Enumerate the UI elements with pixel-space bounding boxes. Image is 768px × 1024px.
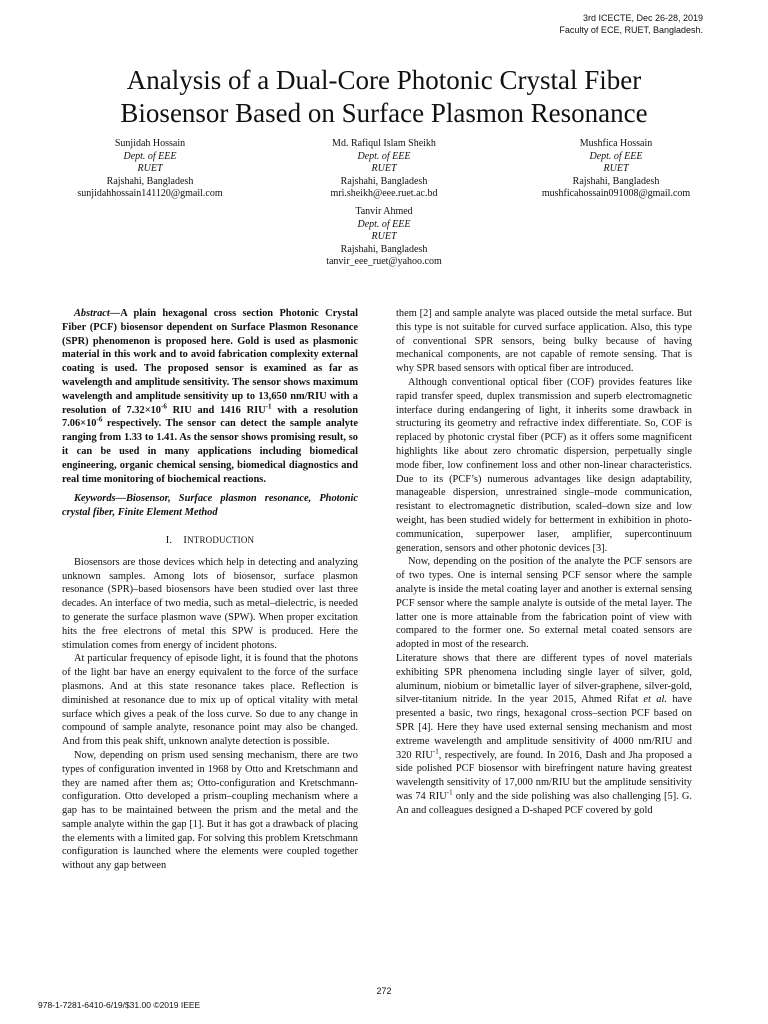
author-email: mushficahossain091008@gmail.com (541, 188, 691, 199)
conference-line-1: 3rd ICECTE, Dec 26-28, 2019 (582, 13, 703, 23)
title-line-2: Biosensor Based on Surface Plasmon Resonance (120, 98, 648, 128)
left-column (62, 307, 358, 873)
copyright-notice: 978-1-7281-6410-6/19/$31.00 ©2019 IEEE (38, 1000, 201, 1010)
author-block-1 (60, 138, 240, 201)
paragraph-text: have presented a basic, two rings, hexagonal cross–section PCF based on SPR [4]. Here they have used external sensing mechanism and most extreme wavelength and amplitude sensitivity of 4000 nm/RIU and 320 RIU (396, 694, 692, 761)
author-org: RUET (371, 231, 397, 242)
paragraph: them [2] and sample analyte was placed outside the metal surface. But this type is not suitable for curved surface application. Also, this type of conventional SPR sensors, being bulky because of having mechanical components, are not capable of remote sensing. That is why SPR based sensors with optical fiber are introduced. (396, 308, 692, 375)
author-name: Md. Rafiqul Islam Sheikh (332, 138, 436, 149)
conference-line-2: Faculty of ECE, RUET, Bangladesh. (559, 25, 703, 35)
section-heading (62, 534, 358, 548)
right-column (396, 307, 692, 817)
paragraph-text: Literature shows that there are different types of novel materials exhibiting SPR phenomena including single layer of silver, gold, aluminum, niobium or bimetallic layer of silver-graphene, silver-gold, silver-titanium nitride. In the year 2015, Ahmed Rifat (396, 652, 692, 706)
paragraph-text: , respectively, are found. In 2016, Dash and Jha proposed a side polished PCF biosensor with birefringent nature having greatest wavelength sensitivity of 17,000 nm/RIU but the amplitude sensitivity was 74 RIU (396, 749, 692, 802)
abstract-text: A plain hexagonal cross section Photonic Crystal Fiber (PCF) biosensor dependent on Surface Plasmon Resonance (SPR) phenomenon is proposed here. Gold is used as plasmonic material in this work and to avoid fabrication complexity external coating is used. The proposed sensor is examined as far as wavelength and amplitude sensitivity. The sensor shows maximum wavelength and amplitude sensitivity up to 13,650 nm/RIU with a resolution of 7.32×10 (62, 308, 358, 416)
author-dept: Dept. of EEE (123, 150, 177, 162)
paragraph: Although conventional optical fiber (COF) provides features like rapid transfer speed, duplex transmission and superb electromagnetic interface during endangering of light, it inherits some drawback in structuring its geometry and refractive index differentiate. So, COF is replaced by photonic crystal fiber (PCF) as it offers some magnificent highlights like about zero chromatic dispersion, perpetually single mode fiber, low confinement loss and other non-linear characteristics. Due to its (PCF’s) numerous advantages like design adaptability, manageable dispersion, unrestrained single–mode communication, resistant to electromagnetic distribution, scaled–down size and low weight, has been studied widely for betterment in exhibition in photo-communication, superpower laser, amplifier, supercontinuum generation, sensors and other photonic devices [3]. (396, 376, 692, 554)
superscript: -1 (432, 747, 439, 756)
author-email: tanvir_eee_ruet@yahoo.com (326, 256, 442, 267)
abstract-label: Abstract— (74, 308, 121, 319)
author-dept: Dept. of EEE (589, 150, 643, 162)
section-number: I. (165, 534, 173, 546)
section-title-rest: NTRODUCTION (187, 534, 255, 545)
keywords-text: Biosensor, Surface plasmon resonance, Photonic crystal fiber, Finite Element Method (62, 493, 358, 519)
author-block-4 (294, 206, 474, 269)
abstract-text: with a resolution 7.06×10 (62, 404, 359, 430)
keywords-label: Keywords— (74, 493, 126, 505)
conference-header (559, 12, 703, 36)
et-al: et al. (643, 694, 667, 706)
abstract (62, 307, 358, 486)
author-email: sunjidahhossain141120@gmail.com (77, 188, 223, 199)
author-location: Rajshahi, Bangladesh (572, 175, 660, 187)
paper-title (40, 64, 728, 130)
title-line-1: Analysis of a Dual-Core Photonic Crystal Fiber (126, 65, 642, 95)
author-location: Rajshahi, Bangladesh (340, 243, 428, 255)
paragraph: Biosensors are those devices which help in detecting and analyzing unknown samples. Among lots of biosensor, surface plasmon resonance (SPR)–based biosensors have been studied over last three decades. An interface of two media, such as metal–dielectric, is needed to generate the surface plasmon wave (SPW). When proper excitation hits the free electrons of metal this SPW is produced. Here the stimulation comes from energy of incident photons. (62, 556, 358, 651)
author-block-3 (516, 138, 716, 201)
abstract-sup: -1 (265, 402, 272, 411)
author-org: RUET (137, 163, 163, 174)
author-dept: Dept. of EEE (357, 218, 411, 230)
author-org: RUET (603, 163, 629, 174)
author-org: RUET (371, 163, 397, 174)
keywords (62, 492, 358, 520)
abstract-text: respectively. The sensor can detect the sample analyte ranging from 1.33 to 1.41. As the sensor shows promising result, so it can be used in many applications including biomedical engineering, organic chemical sensing, biomedical diagnostics and real time monitoring of biochemical reactions. (62, 418, 358, 485)
abstract-text: RIU and 1416 RIU (166, 404, 266, 416)
section-title-first: I (183, 534, 188, 546)
author-name: Mushfica Hossain (579, 138, 653, 149)
paragraph (396, 652, 692, 818)
paragraph-text: only and the side polishing was also challenging [5]. G. An and colleagues designed a D-shaped PCF covered by gold (396, 790, 693, 816)
superscript: -1 (446, 788, 453, 797)
paragraph: Now, depending on the position of the analyte the PCF sensors are of two types. One is internal sensing PCF sensor where the sample analyte is inside the metal coating layer and another is external sensing PCF sensor where the sample analyte is outside of the metal layer. The latter one is more attainable from the fabrication point of view with compared to the former one. So external metal coated sensors are adopted in most of the research. (396, 556, 692, 651)
page-number: 272 (376, 986, 392, 996)
author-location: Rajshahi, Bangladesh (340, 175, 428, 187)
author-email: mri.sheikh@eee.ruet.ac.bd (330, 188, 438, 199)
author-name: Tanvir Ahmed (355, 206, 413, 217)
abstract-sup: -6 (96, 415, 103, 424)
author-block-2 (294, 138, 474, 201)
author-location: Rajshahi, Bangladesh (106, 175, 194, 187)
paragraph: Now, depending on prism used sensing mechanism, there are two types of configuration invented in 1968 by Otto and Kretschmann and they are named after them as; Otto-configuration and Kretschmann-configuration. Otto developed a prism–coupling mechanism where a gap has to be maintained between the prism and the metal and the sample analyte within the gap [1]. But it has got a drawback of placing the elements with a limited gap. For solving this problem Kretschmann configuration is launched where the elements were coupled together without any gap between (62, 749, 358, 872)
paragraph: At particular frequency of episode light, it is found that the photons of the light bar have an energy equivalent to the force of the surface plasmons. And at this state resonance takes place. Reflection is diminished at resonance due to mix up of optical vitality with metal surface which gives a peak of the loss curve. So due to any change in compound of sample analyte, resonance point may also be changed. And from this peak shift, unknown analyte detection is possible. (62, 653, 358, 748)
author-name: Sunjidah Hossain (114, 138, 186, 149)
abstract-sup: -6 (161, 402, 167, 411)
author-dept: Dept. of EEE (357, 150, 411, 162)
